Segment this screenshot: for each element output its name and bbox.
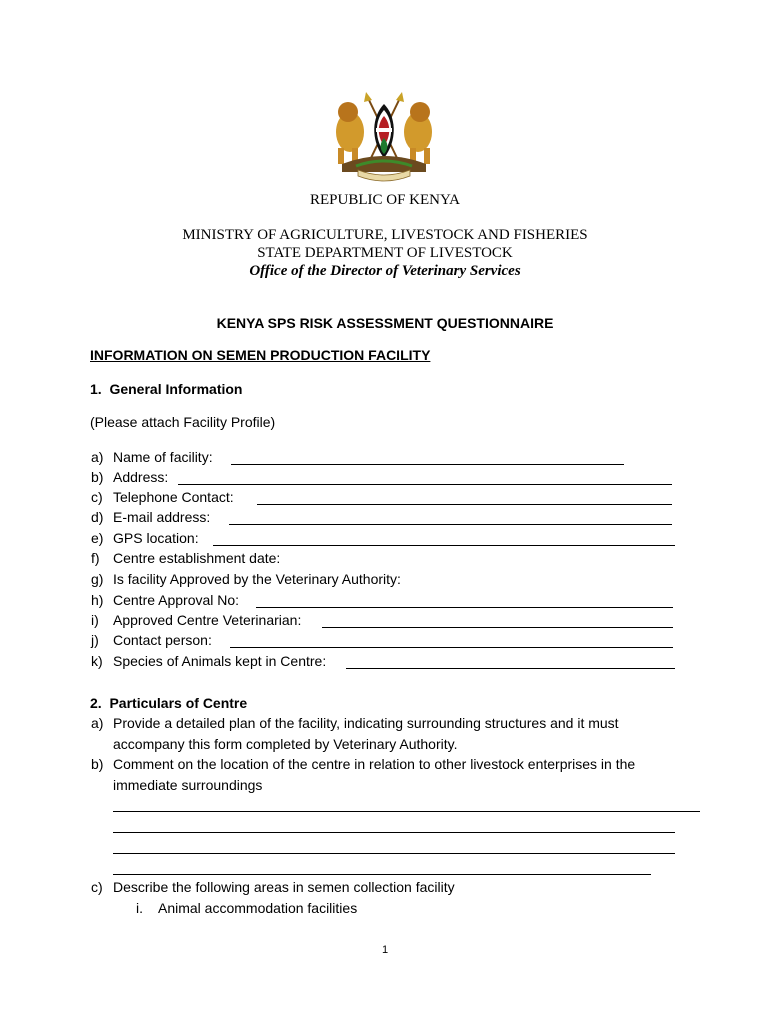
location-comment-field[interactable] (113, 811, 700, 812)
field-letter: k) (91, 653, 103, 669)
item-letter: c) (91, 879, 103, 895)
general-info-heading: 1. General Information (90, 381, 243, 397)
describe-areas-text: Describe the following areas in semen collection facility (113, 879, 455, 895)
plan-instruction-line2: accompany this form completed by Veterinary Authority. (113, 736, 458, 752)
address-field[interactable] (178, 484, 672, 485)
republic-heading: REPUBLIC OF KENYA (309, 192, 460, 208)
office-heading: Office of the Director of Veterinary Services (249, 263, 521, 279)
gps-field[interactable] (213, 545, 675, 546)
field-letter: c) (91, 489, 103, 505)
location-comment-field[interactable] (113, 874, 651, 875)
field-letter: b) (91, 469, 104, 485)
address-label: Address: (113, 469, 169, 485)
accommodation-facilities-text: Animal accommodation facilities (158, 900, 358, 916)
approval-number-label: Centre Approval No: (113, 592, 240, 608)
field-letter: j) (91, 632, 99, 648)
attach-profile-note: (Please attach Facility Profile) (90, 414, 276, 430)
species-label: Species of Animals kept in Centre: (113, 653, 327, 669)
location-comment-line1: Comment on the location of the centre in relation to other livestock enterprises in the (113, 756, 636, 772)
telephone-field[interactable] (257, 504, 672, 505)
particulars-heading: 2. Particulars of Centre (90, 695, 248, 711)
field-letter: a) (91, 449, 104, 465)
contact-person-label: Contact person: (113, 632, 212, 648)
facility-name-label: Name of facility: (113, 449, 213, 465)
document-title: KENYA SPS RISK ASSESSMENT QUESTIONNAIRE (216, 315, 554, 331)
coat-of-arms-logo (328, 90, 440, 182)
field-letter: d) (91, 509, 104, 525)
contact-person-field[interactable] (230, 647, 673, 648)
facility-name-field[interactable] (231, 464, 624, 465)
location-comment-field[interactable] (113, 832, 675, 833)
location-comment-line2: immediate surroundings (113, 777, 263, 793)
field-letter: h) (91, 592, 104, 608)
gps-label: GPS location: (113, 530, 199, 546)
field-letter: i) (91, 612, 99, 628)
species-field[interactable] (346, 668, 675, 669)
field-letter: g) (91, 571, 104, 587)
email-field[interactable] (229, 524, 672, 525)
plan-instruction-line1: Provide a detailed plan of the facility, indicating surrounding structures and it must (113, 715, 619, 731)
page-number: 1 (381, 944, 389, 956)
subitem-numeral: i. (136, 900, 143, 916)
establishment-date-label: Centre establishment date: (113, 550, 281, 566)
approval-status-label: Is facility Approved by the Veterinary Authority: (113, 571, 401, 587)
ministry-heading: MINISTRY OF AGRICULTURE, LIVESTOCK AND FISHERIES (182, 227, 588, 243)
section-heading: INFORMATION ON SEMEN PRODUCTION FACILITY (90, 347, 431, 363)
field-letter: f) (91, 550, 100, 566)
veterinarian-field[interactable] (322, 627, 673, 628)
item-letter: b) (91, 756, 104, 772)
department-heading: STATE DEPARTMENT OF LIVESTOCK (257, 245, 513, 261)
item-letter: a) (91, 715, 104, 731)
veterinarian-label: Approved Centre Veterinarian: (113, 612, 302, 628)
location-comment-field[interactable] (113, 853, 675, 854)
telephone-label: Telephone Contact: (113, 489, 234, 505)
approval-number-field[interactable] (256, 607, 673, 608)
field-letter: e) (91, 530, 104, 546)
email-label: E-mail address: (113, 509, 211, 525)
